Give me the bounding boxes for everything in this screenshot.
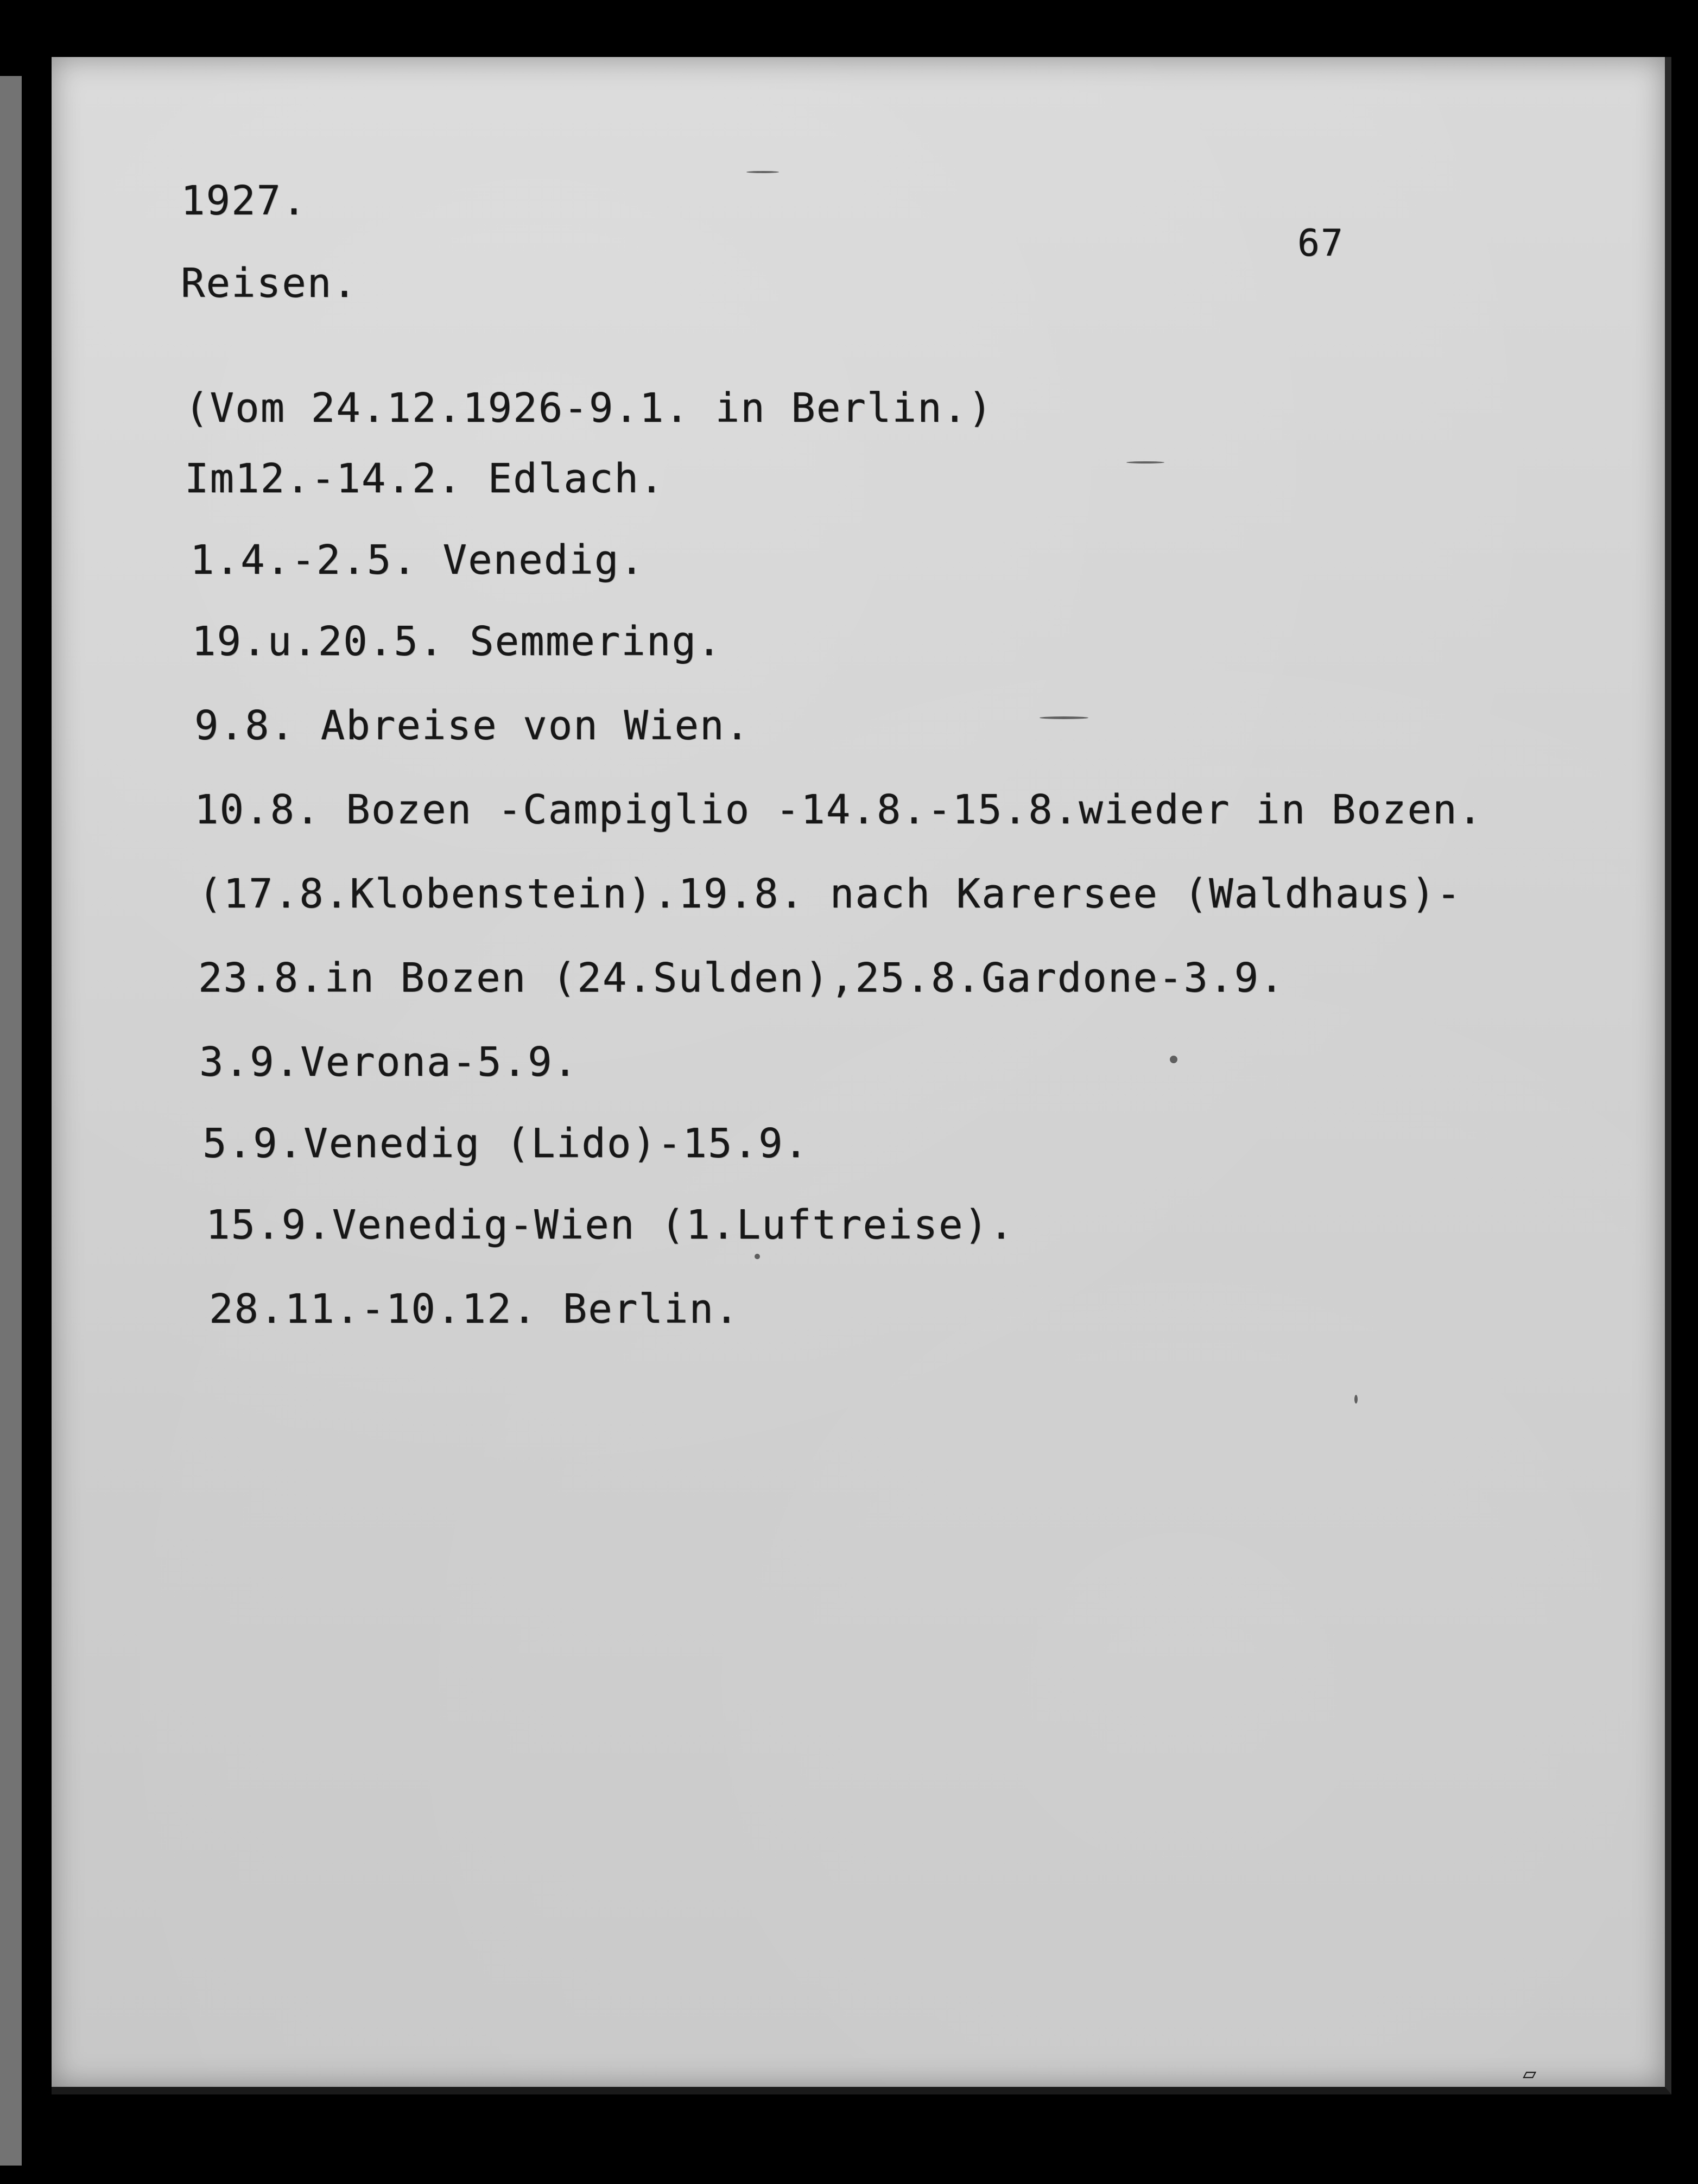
binding-edge bbox=[0, 76, 22, 2166]
paper-sheet bbox=[52, 57, 1671, 2094]
entry-line-1: (Vom 24.12.1926-9.1. in Berlin.) bbox=[185, 385, 993, 431]
year-line: 1927. bbox=[181, 177, 307, 224]
entry-line-8: 23.8.in Bozen (24.Sulden),25.8.Gardone-3.9. bbox=[198, 955, 1285, 1001]
entry-line-9: 3.9.Verona-5.9. bbox=[199, 1039, 579, 1085]
scan-mark bbox=[755, 1254, 760, 1259]
entry-line-3: 1.4.-2.5. Venedig. bbox=[190, 537, 645, 583]
heading-line: Reisen. bbox=[181, 260, 358, 307]
entry-line-6: 10.8. Bozen -Campiglio -14.8.-15.8.wieder in Bozen. bbox=[194, 786, 1484, 833]
entry-line-10: 5.9.Venedig (Lido)-15.9. bbox=[202, 1120, 809, 1167]
entry-line-4: 19.u.20.5. Semmering. bbox=[192, 618, 723, 665]
entry-line-2: Im12.-14.2. Edlach. bbox=[185, 455, 665, 502]
scan-mark bbox=[1354, 1395, 1358, 1404]
scan-mark bbox=[746, 171, 779, 173]
scan-mark bbox=[1126, 461, 1164, 464]
entry-line-7: (17.8.Klobenstein).19.8. nach Karersee (Waldhaus)- bbox=[198, 871, 1462, 917]
corner-mark: ▱ bbox=[1523, 2060, 1537, 2086]
entry-line-12: 28.11.-10.12. Berlin. bbox=[209, 1286, 740, 1332]
scan-mark bbox=[1170, 1056, 1177, 1063]
scan-mark bbox=[1040, 716, 1088, 719]
entry-line-11: 15.9.Venedig-Wien (1.Luftreise). bbox=[206, 1202, 1015, 1248]
page-number: 67 bbox=[1297, 222, 1344, 265]
entry-line-5: 9.8. Abreise von Wien. bbox=[194, 702, 751, 749]
